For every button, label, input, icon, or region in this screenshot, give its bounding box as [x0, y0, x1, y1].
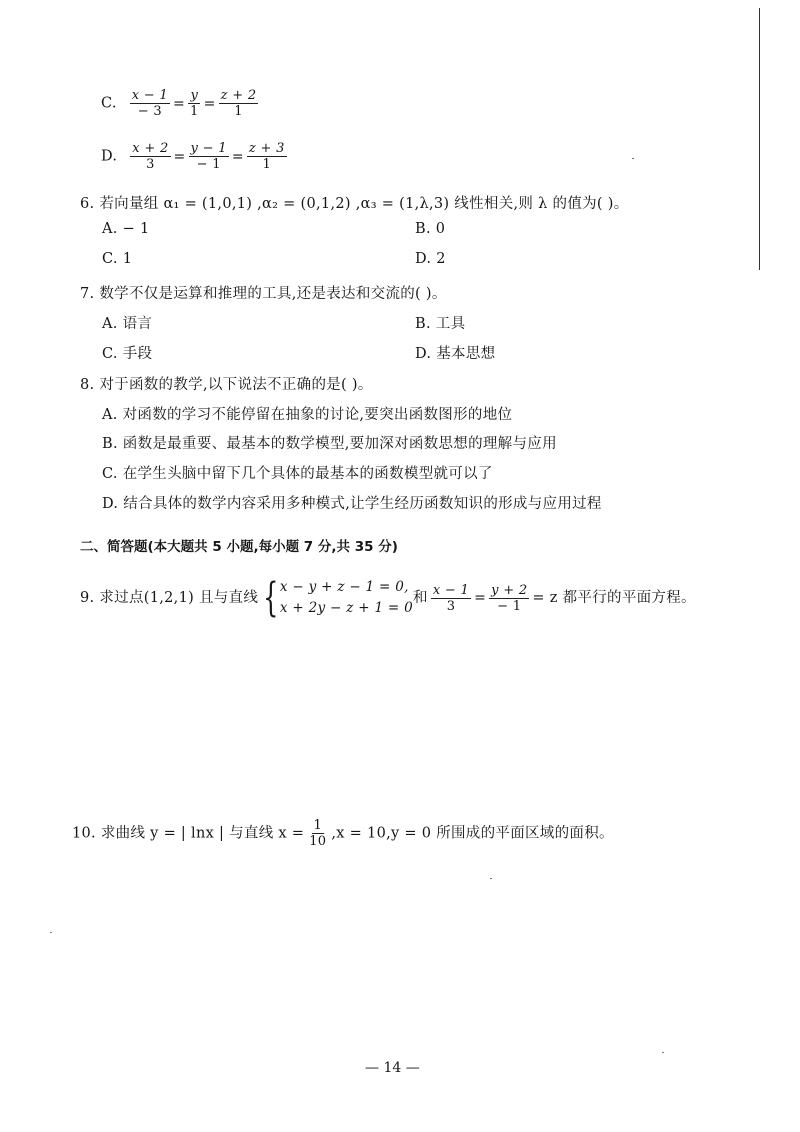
- section-heading: 二、简答题(本大题共 5 小题,每小题 7 分,共 35 分): [80, 539, 398, 555]
- q10-stem: 10. 求曲线 y = | lnx | 与直线 x = $\frac{1}{10}$ ,x = 10,y = 0 所围成的平面区域的面积。: [72, 818, 614, 849]
- q6-option-a: A. − 1: [102, 221, 150, 237]
- q6-option-c: C. 1: [102, 251, 133, 267]
- q6-option-b: B. 0: [415, 221, 446, 237]
- q5-option-d: D. $\frac{x + 2}{3}$ = $\frac{y - 1}{- 1}$ = $\frac{z + 3}{1}$: [101, 141, 285, 172]
- scan-edge-line: [759, 8, 760, 270]
- q7-stem: 7. 数学不仅是运算和推理的工具,还是表达和交流的( )。: [80, 286, 447, 302]
- scan-speck: [632, 158, 634, 159]
- q8-stem: 8. 对于函数的教学,以下说法不正确的是( )。: [80, 377, 373, 393]
- q8-option-a: A. 对函数的学习不能停留在抽象的讨论,要突出函数图形的地位: [102, 407, 513, 423]
- scan-speck: [50, 932, 52, 933]
- q7-option-a: A. 语言: [102, 316, 153, 332]
- page-number: — 14 —: [365, 1060, 420, 1076]
- q7-option-d: D. 基本思想: [415, 346, 496, 362]
- q6-stem: 6. 若向量组 α₁ = (1,0,1) ,α₂ = (0,1,2) ,α₃ = (1,λ,3) 线性相关,则 λ 的值为( )。: [80, 196, 629, 212]
- q8-option-d: D. 结合具体的数学内容采用多种模式,让学生经历函数知识的形成与应用过程: [102, 496, 602, 512]
- q8-option-b: B. 函数是最重要、最基本的数学模型,要加深对函数思想的理解与应用: [102, 436, 557, 452]
- q7-option-c: C. 手段: [102, 346, 153, 362]
- scan-speck: [662, 1052, 664, 1053]
- q9-stem: 9. 求过点(1,2,1) 且与直线 { x − y + z − 1 = 0, x + 2y − z + 1 = 0 和 $\frac{x - 1}{3}$ = $\frac{y + 2}{- 1}$ = z 都平行的平面方程。: [80, 575, 696, 621]
- q5-option-c: C. $\frac{x - 1}{- 3}$ = $\frac{y}{1}$ = $\frac{z + 2}{1}$: [101, 88, 257, 119]
- q8-option-c: C. 在学生头脑中留下几个具体的最基本的函数模型就可以了: [102, 466, 493, 482]
- q7-option-b: B. 工具: [415, 316, 466, 332]
- scan-speck: [490, 878, 492, 879]
- q6-option-d: D. 2: [415, 251, 446, 267]
